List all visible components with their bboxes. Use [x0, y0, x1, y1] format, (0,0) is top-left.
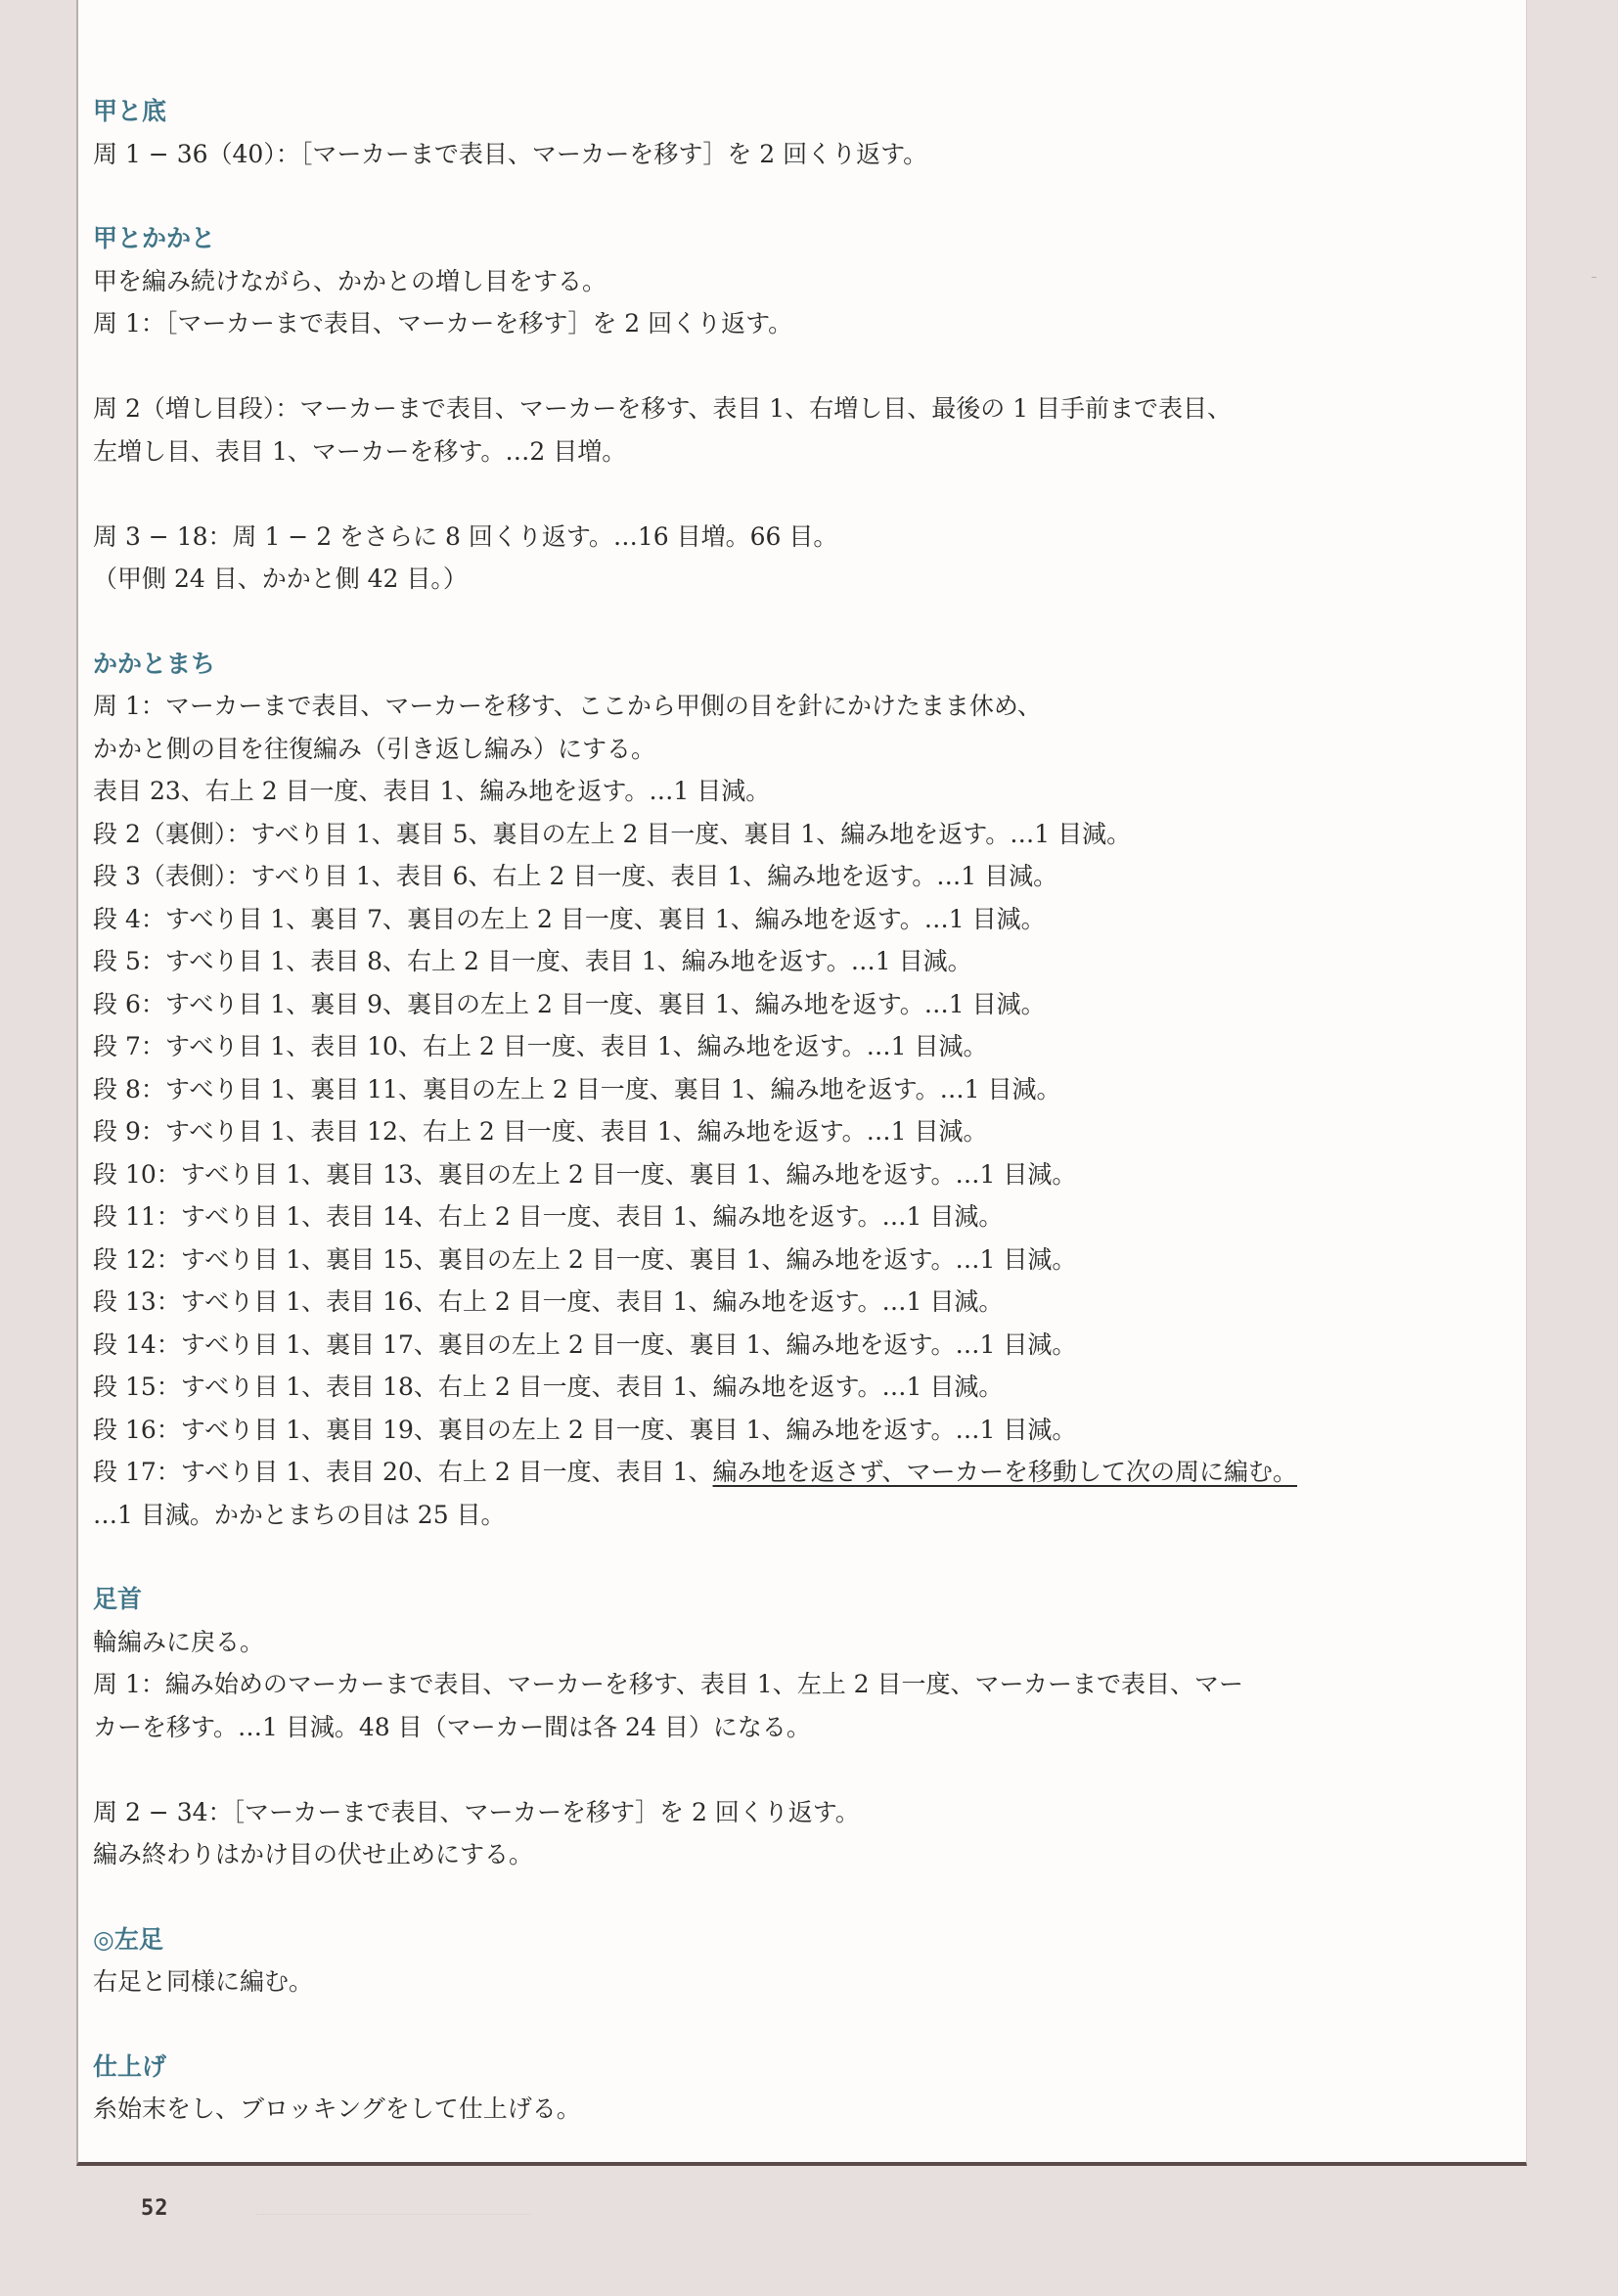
instructions-content — [93, 90, 1414, 2173]
instruction-line: 輪編みに戻る。 — [93, 1627, 265, 1656]
section-kou-to-kakato — [93, 217, 1414, 601]
instruction-line: （甲側 24 目、かかと側 42 目。） — [93, 564, 468, 593]
section-ashikubi — [93, 1578, 1414, 1876]
instruction-text: 段 17：すべり目 1、表目 20、右上 2 目一度、表目 1、 — [93, 1458, 713, 1486]
instruction-line: 周 1 − 36（40）：［マーカーまで表目、マーカーを移す］を 2 回くり返す。 — [93, 139, 928, 168]
section-heading: 甲と底 — [93, 97, 167, 125]
instruction-line: 段 3（表側）：すべり目 1、表目 6、右上 2 目一度、表目 1、編み地を返す。…1 目減。 — [93, 862, 1058, 890]
instruction-line: かかと側の目を往復編み（引き返し編み）にする。 — [93, 734, 656, 763]
instruction-line: 右足と同様に編む。 — [93, 1967, 314, 1996]
instruction-line: 周 2 − 34：［マーカーまで表目、マーカーを移す］を 2 回くり返す。 — [93, 1797, 860, 1826]
instruction-line: 左増し目、表目 1、マーカーを移す。…2 目増。 — [93, 436, 627, 466]
instruction-line: カーを移す。…1 目減。48 目（マーカー間は各 24 目）になる。 — [93, 1712, 811, 1741]
instruction-line: 表目 23、右上 2 目一度、表目 1、編み地を返す。…1 目減。 — [93, 777, 771, 805]
instruction-line: 段 6：すべり目 1、裏目 9、裏目の左上 2 目一度、裏目 1、編み地を返す。…1 目減。 — [93, 989, 1046, 1018]
instruction-line: 段 8：すべり目 1、裏目 11、裏目の左上 2 目一度、裏目 1、編み地を返す。…1 目減。 — [93, 1074, 1061, 1103]
instruction-line: 周 2（増し目段）：マーカーまで表目、マーカーを移す、表目 1、右増し目、最後の 1 目手前まで表目、 — [93, 394, 1233, 423]
instruction-line: 段 5：すべり目 1、表目 8、右上 2 目一度、表目 1、編み地を返す。…1 目減。 — [93, 947, 972, 975]
instruction-line: …1 目減。かかとまちの目は 25 目。 — [93, 1500, 506, 1529]
page-number: 52 — [141, 2196, 169, 2221]
instruction-line: 段 13：すべり目 1、表目 16、右上 2 目一度、表目 1、編み地を返す。…1 目減。 — [93, 1287, 1004, 1316]
section-heading: かかとまち — [93, 649, 216, 678]
instruction-line: 甲を編み続けながら、かかとの増し目をする。 — [93, 266, 607, 295]
instruction-line-with-underline — [93, 1451, 1414, 1494]
section-heading: 仕上げ — [93, 2051, 167, 2081]
margin-mark — [1592, 277, 1596, 278]
underlined-instruction: 編み地を返さず、マーカーを移動して次の周に編む。 — [712, 1458, 1298, 1486]
section-hidari-ashi — [93, 1918, 1414, 2003]
instruction-line: 周 1：［マーカーまで表目、マーカーを移す］を 2 回くり返す。 — [93, 309, 793, 338]
instruction-line: 周 1：編み始めのマーカーまで表目、マーカーを移す、表目 1、左上 2 目一度、マーカーまで表目、マー — [93, 1670, 1244, 1698]
section-heading: 足首 — [93, 1585, 143, 1613]
instruction-line: 段 16：すべり目 1、裏目 19、裏目の左上 2 目一度、裏目 1、編み地を返す。…1 目減。 — [93, 1415, 1077, 1444]
section-heading: ◎左足 — [93, 1924, 163, 1954]
instruction-line: 段 2（裏側）：すべり目 1、裏目 5、裏目の左上 2 目一度、裏目 1、編み地を返す。…1 目減。 — [93, 819, 1132, 848]
instruction-line: 周 1：マーカーまで表目、マーカーを移す、ここから甲側の目を針にかけたまま休め、 — [93, 692, 1042, 720]
section-shiage — [93, 2046, 1414, 2131]
section-heading: 甲とかかと — [93, 224, 216, 252]
instruction-line: 段 7：すべり目 1、表目 10、右上 2 目一度、表目 1、編み地を返す。…1 目減。 — [93, 1032, 988, 1060]
instruction-line: 段 10：すべり目 1、裏目 13、裏目の左上 2 目一度、裏目 1、編み地を返す。…1 目減。 — [93, 1159, 1077, 1189]
instruction-line: 糸始末をし、ブロッキングをして仕上げる。 — [93, 2094, 581, 2123]
instruction-line: 段 12：すべり目 1、裏目 15、裏目の左上 2 目一度、裏目 1、編み地を返す。…1 目減。 — [93, 1244, 1077, 1274]
instruction-line: 段 11：すべり目 1、表目 14、右上 2 目一度、表目 1、編み地を返す。…1 目減。 — [93, 1202, 1004, 1231]
section-kakato-machi — [93, 643, 1414, 1537]
instruction-line: 段 14：すべり目 1、裏目 17、裏目の左上 2 目一度、裏目 1、編み地を返す。…1 目減。 — [93, 1329, 1077, 1359]
instruction-line: 周 3 − 18：周 1 − 2 をさらに 8 回くり返す。…16 目増。66 目。 — [93, 521, 838, 551]
section-kou-to-soko — [93, 90, 1414, 175]
instruction-line: 段 15：すべり目 1、表目 18、右上 2 目一度、表目 1、編み地を返す。…1 目減。 — [93, 1373, 1004, 1401]
faint-footer-text — [256, 2196, 530, 2215]
instruction-line: 段 9：すべり目 1、表目 12、右上 2 目一度、表目 1、編み地を返す。…1 目減。 — [93, 1117, 988, 1146]
instruction-line: 段 4：すべり目 1、裏目 7、裏目の左上 2 目一度、裏目 1、編み地を返す。…1 目減。 — [93, 904, 1046, 933]
instruction-line: 編み終わりはかけ目の伏せ止めにする。 — [93, 1840, 534, 1868]
